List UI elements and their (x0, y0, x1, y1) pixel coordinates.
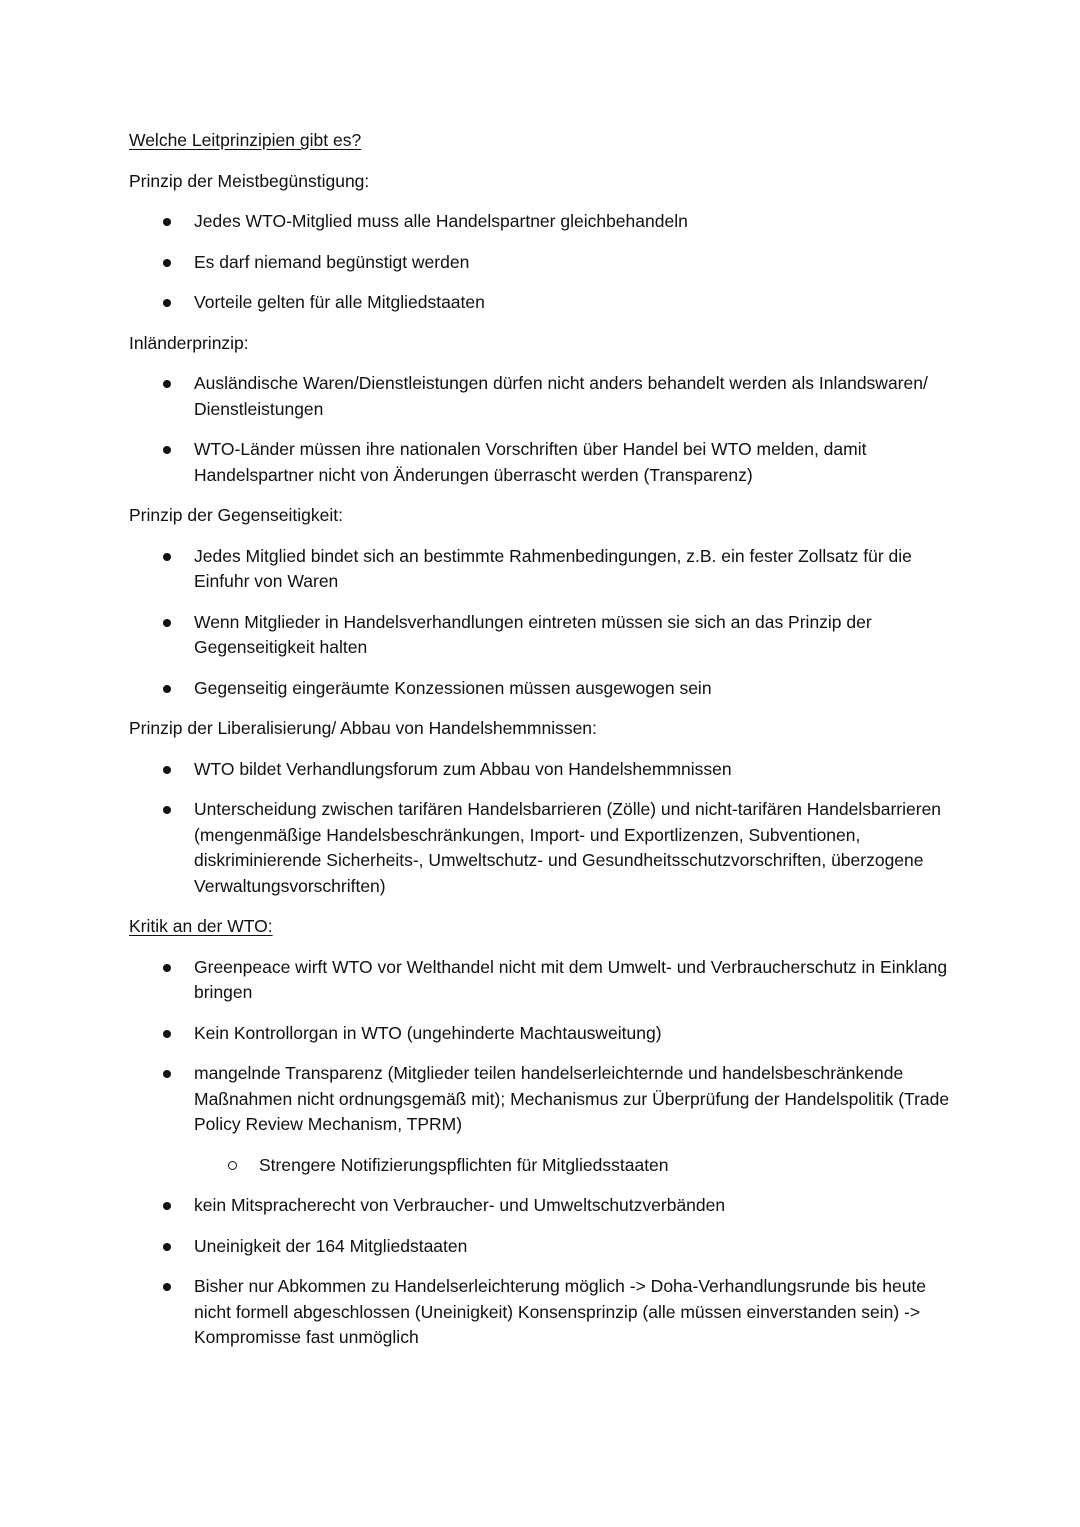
circle-bullet-icon (228, 1161, 237, 1170)
bullet-icon (163, 1070, 171, 1078)
section-meistbeguenstigung (129, 169, 959, 316)
list-item: Greenpeace wirft WTO vor Welthandel nicht mit dem Umwelt- und Verbraucherschutz in Einklang bringen (129, 955, 959, 1006)
section-heading: Welche Leitprinzipien gibt es? (129, 130, 362, 150)
list-item: Jedes WTO-Mitglied muss alle Handelspartner gleichbehandeln (129, 209, 959, 235)
bullet-icon (163, 1243, 171, 1251)
section-heading: Inländerprinzip: (129, 332, 249, 353)
bullet-icon (163, 446, 171, 454)
section-heading: Kritik an der WTO: (129, 916, 273, 936)
bullet-list (129, 544, 959, 702)
bullet-icon (163, 1202, 171, 1210)
bullet-list (129, 209, 959, 316)
section-leitprinzipien (129, 128, 959, 154)
section-gegenseitigkeit (129, 503, 959, 701)
bullet-list (129, 757, 959, 900)
bullet-icon (163, 619, 171, 627)
bullet-icon (163, 553, 171, 561)
section-heading: Prinzip der Liberalisierung/ Abbau von Handelshemmnissen: (129, 718, 597, 738)
section-inlaenderprinzip (129, 331, 959, 489)
list-item: Vorteile gelten für alle Mitgliedstaaten (129, 290, 959, 316)
list-item: Gegenseitig eingeräumte Konzessionen müssen ausgewogen sein (129, 676, 959, 702)
section-liberalisierung (129, 716, 959, 899)
list-item: Kein Kontrollorgan in WTO (ungehinderte Machtausweitung) (129, 1021, 959, 1047)
list-item: WTO-Länder müssen ihre nationalen Vorschriften über Handel bei WTO melden, damit Handelspartner nicht von Änderungen überrascht werden (Transparenz) (129, 437, 959, 488)
bullet-icon (163, 806, 171, 814)
sub-list-item: Strengere Notifizierungspflichten für Mitgliedsstaaten (194, 1153, 959, 1179)
bullet-icon (163, 380, 171, 388)
list-item: mangelnde Transparenz (Mitglieder teilen handelserleichternde und handelsbeschränkende Maßnahmen nicht ordnungsgemäß mit); Mechanismus zur Überprüfung der Handelspolitik (Trade Policy Review Mechanism, TPRM) Strengere Notifizierungspflichten für Mitgliedsstaaten (129, 1061, 959, 1178)
list-item: Es darf niemand begünstigt werden (129, 250, 959, 276)
list-item: Jedes Mitglied bindet sich an bestimmte Rahmenbedingungen, z.B. ein fester Zollsatz für die Einfuhr von Waren (129, 544, 959, 595)
bullet-icon (163, 259, 171, 267)
list-item: WTO bildet Verhandlungsforum zum Abbau von Handelshemmnissen (129, 757, 959, 783)
section-kritik (129, 914, 959, 1351)
list-item: Ausländische Waren/Dienstleistungen dürfen nicht anders behandelt werden als Inlandswaren/ Dienstleistungen (129, 371, 959, 422)
bullet-list (129, 955, 959, 1351)
list-item: Bisher nur Abkommen zu Handelserleichterung möglich -> Doha-Verhandlungsrunde bis heute nicht formell abgeschlossen (Uneinigkeit) Konsensprinzip (alle müssen einverstanden sein) -> Kompromisse fast unmöglich (129, 1274, 959, 1351)
document-page (129, 128, 959, 1366)
bullet-icon (163, 1030, 171, 1038)
bullet-icon (163, 964, 171, 972)
list-item: Wenn Mitglieder in Handelsverhandlungen eintreten müssen sie sich an das Prinzip der Gegenseitigkeit halten (129, 610, 959, 661)
list-item: kein Mitspracherecht von Verbraucher- und Umweltschutzverbänden (129, 1193, 959, 1219)
bullet-icon (163, 766, 171, 774)
bullet-icon (163, 1283, 171, 1291)
section-heading: Prinzip der Gegenseitigkeit: (129, 505, 343, 525)
bullet-icon (163, 685, 171, 693)
list-item: Uneinigkeit der 164 Mitgliedstaaten (129, 1234, 959, 1260)
list-item: Unterscheidung zwischen tarifären Handelsbarrieren (Zölle) und nicht-tarifären Handelsbarrieren (mengenmäßige Handelsbeschränkungen, Import- und Exportlizenzen, Subventionen, diskriminierende Sicherheits-, Umweltschutz- und Gesundheitsschutzvorschriften, überzogene Verwaltungsvorschriften) (129, 797, 959, 899)
sub-bullet-list (194, 1153, 959, 1179)
bullet-icon (163, 218, 171, 226)
bullet-list (129, 371, 959, 488)
bullet-icon (163, 299, 171, 307)
section-heading: Prinzip der Meistbegünstigung: (129, 170, 370, 191)
